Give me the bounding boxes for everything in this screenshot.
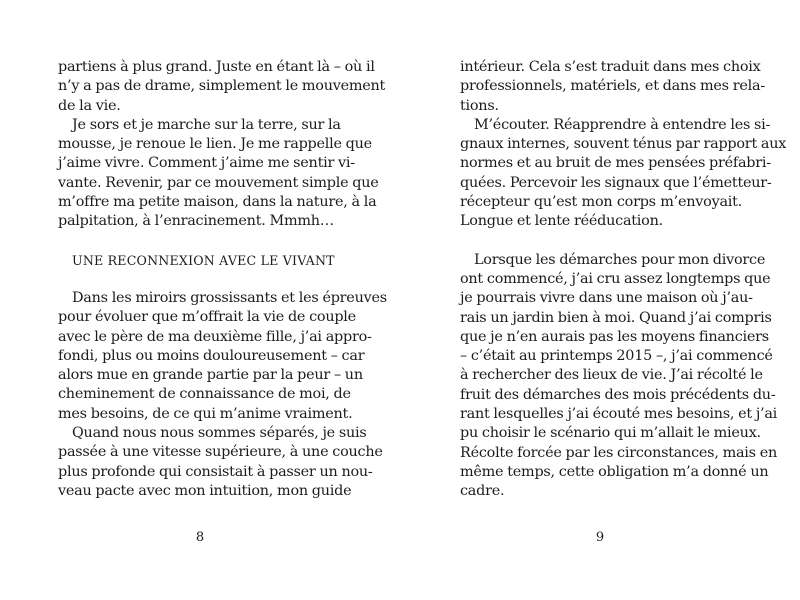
text-line: rant lesquelles j’ai écouté mes besoins, et j’ai	[460, 406, 778, 423]
text-line: n’y a pas de drame, simplement le mouvement	[58, 78, 386, 95]
section-spacer	[58, 270, 340, 289]
page-number: 9	[595, 530, 605, 545]
left-page-text-column	[58, 58, 387, 501]
text-line: ont commencé, j’ai cru assez longtemps que	[460, 270, 771, 287]
section-spacer	[460, 232, 742, 251]
text-line: quées. Percevoir les signaux que l’émetteur-	[460, 174, 772, 191]
text-line: m’offre ma petite maison, dans la nature, à la	[58, 194, 377, 211]
text-line: récepteur qu’est mon corps m’envoyait.	[460, 194, 742, 211]
paragraph	[460, 116, 787, 232]
text-line: cadre.	[460, 483, 505, 500]
text-line: veau pacte avec mon intuition, mon guide	[58, 482, 352, 499]
text-line: fondi, plus ou moins douloureusement – car	[58, 347, 365, 364]
right-page-text-column	[460, 58, 787, 502]
text-line: que je n’en aurais pas les moyens financiers	[460, 328, 769, 345]
right-page	[400, 0, 800, 600]
text-line: rais un jardin bien à moi. Quand j’ai compris	[460, 309, 772, 326]
paragraph	[58, 424, 383, 501]
paragraph	[460, 251, 778, 502]
text-line: je pourrais vivre dans une maison où j’au-	[460, 290, 753, 307]
text-line: pour évoluer que m’offrait la vie de couple	[58, 309, 356, 326]
text-line: professionnels, matériels, et dans mes rela-	[460, 78, 765, 95]
section-spacer	[58, 232, 340, 251]
section-heading: UNE RECONNEXION AVEC LE VIVANT	[72, 252, 335, 268]
text-line: plus profonde qui consistait à passer un nou-	[58, 463, 373, 480]
text-line: mes besoins, de ce qui m’anime vraiment.	[58, 405, 353, 422]
text-line: avec le père de ma deuxième fille, j’ai appro-	[58, 328, 372, 345]
text-line: à rechercher des lieux de vie. J’ai récolté le	[460, 367, 763, 384]
page-number: 8	[195, 530, 205, 545]
text-line: palpitation, à l’enracinement. Mmmh…	[58, 213, 334, 230]
text-line: tions.	[460, 97, 499, 114]
text-line: cheminement de connaissance de moi, de	[58, 386, 351, 403]
text-line: pu choisir le scénario qui m’allait le mieux.	[460, 425, 761, 442]
text-line: Je sors et je marche sur la terre, sur la	[72, 116, 341, 133]
text-line: même temps, cette obligation m’a donné un	[460, 463, 769, 480]
text-line: mousse, je renoue le lien. Je me rappelle que	[58, 136, 372, 153]
paragraph	[460, 58, 765, 116]
text-line: Quand nous nous sommes séparés, je suis	[72, 425, 367, 442]
text-line: intérieur. Cela s’est traduit dans mes choix	[460, 59, 761, 75]
text-line: de la vie.	[58, 97, 121, 114]
text-line: vante. Revenir, par ce mouvement simple que	[58, 174, 379, 191]
text-line: partiens à plus grand. Juste en étant là – où il	[58, 59, 375, 75]
text-line: passée à une vitesse supérieure, à une couche	[58, 444, 383, 461]
text-line: Longue et lente rééducation.	[460, 213, 663, 230]
text-line: Dans les miroirs grossissants et les épreuves	[72, 289, 387, 306]
text-line: Récolte forcée par les circonstances, mais en	[460, 444, 777, 461]
text-line: M’écouter. Réapprendre à entendre les si-	[474, 116, 771, 133]
text-line: fruit des démarches des mois précédents du-	[460, 386, 776, 403]
text-line: normes et au bruit de mes pensées préfabri-	[460, 155, 771, 172]
paragraph	[58, 116, 379, 232]
text-line: – c’était au printemps 2015 –, j’ai commencé	[460, 348, 773, 365]
text-line: gnaux internes, souvent ténus par rapport aux	[460, 136, 787, 153]
paragraph	[58, 289, 387, 424]
text-line: alors mue en grande partie par la peur – un	[58, 367, 363, 384]
paragraph	[58, 58, 386, 116]
text-line: Lorsque les démarches pour mon divorce	[474, 251, 766, 268]
text-line: j’aime vivre. Comment j’aime me sentir vi-	[58, 155, 355, 172]
